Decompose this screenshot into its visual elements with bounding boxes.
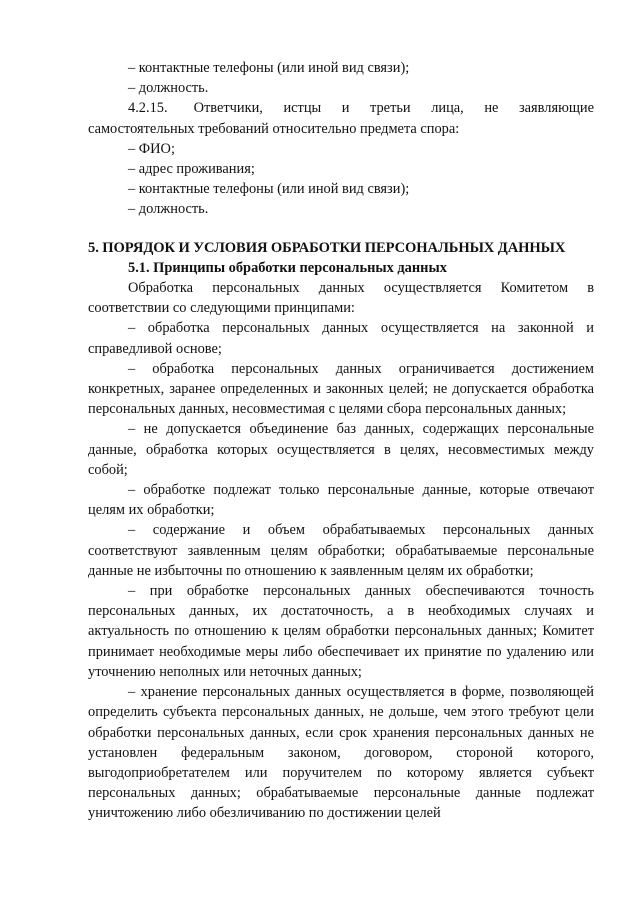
clause-text: Ответчики, истцы и третьи лица, не заявляющие самостоятельных требований относительно предмета спора: [88,100,594,137]
list-item: – ФИО; [128,140,175,157]
list-item: – адрес проживания; [128,161,255,178]
list-item: – должность. [128,201,209,218]
list-item: – обработка персональных данных ограничивается достижением конкретных, заранее определенных и законных целей; не допускается обработка персональных данных, несовместимая с целями сбора персональных данных; [88,360,594,418]
document-page [88,58,594,824]
list-item: – хранение персональных данных осуществляется в форме, позволяющей определить субъекта персональных данных, не дольше, чем этого требуют цели обработки персональных данных, если срок хранения персональных данных не установлен федеральным законом, договором, стороной которого, выгодоприобретателем или поручителем по которому является субъект персональных данных; обрабатываемые персональные данные подлежат уничтожению либо обезличиванию по достижении целей [88,684,594,822]
list-item: – обработке подлежат только персональные данные, которые отвечают целям их обработки; [88,482,594,519]
list-item: – контактные телефоны (или иной вид связи); [128,60,410,76]
section-heading: 5. ПОРЯДОК И УСЛОВИЯ ОБРАБОТКИ ПЕРСОНАЛЬНЫХ ДАННЫХ [88,239,566,256]
list-item: – должность. [128,80,209,97]
list-item: – контактные телефоны (или иной вид связи); [128,181,410,198]
paragraph: Обработка персональных данных осуществляется Комитетом в соответствии со следующими принципами: [88,280,594,317]
subsection-heading: 5.1. Принципы обработки персональных данных [128,259,447,276]
clause-4-2-15 [88,98,594,138]
clause-number: 4.2.15. [128,100,168,117]
list-item: – содержание и объем обрабатываемых персональных данных соответствуют заявленным целям обработки; обрабатываемые персональные данные не избыточны по отношению к заявленным целям их обработки; [88,522,594,579]
list-item: – не допускается объединение баз данных, содержащих персональные данные, обработка которых осуществляется в целях, несовместимых между собой; [88,421,594,478]
list-item: – при обработке персональных данных обеспечиваются точность персональных данных, их достаточность, а в необходимых случаях и актуальность по отношению к целям обработки персональных данных; Комитет принимает необходимые меры либо обеспечивает их принятие по удалению или уточнению неполных или неточных данных; [88,583,594,680]
list-item: – обработка персональных данных осуществляется на законной и справедливой основе; [88,320,594,357]
